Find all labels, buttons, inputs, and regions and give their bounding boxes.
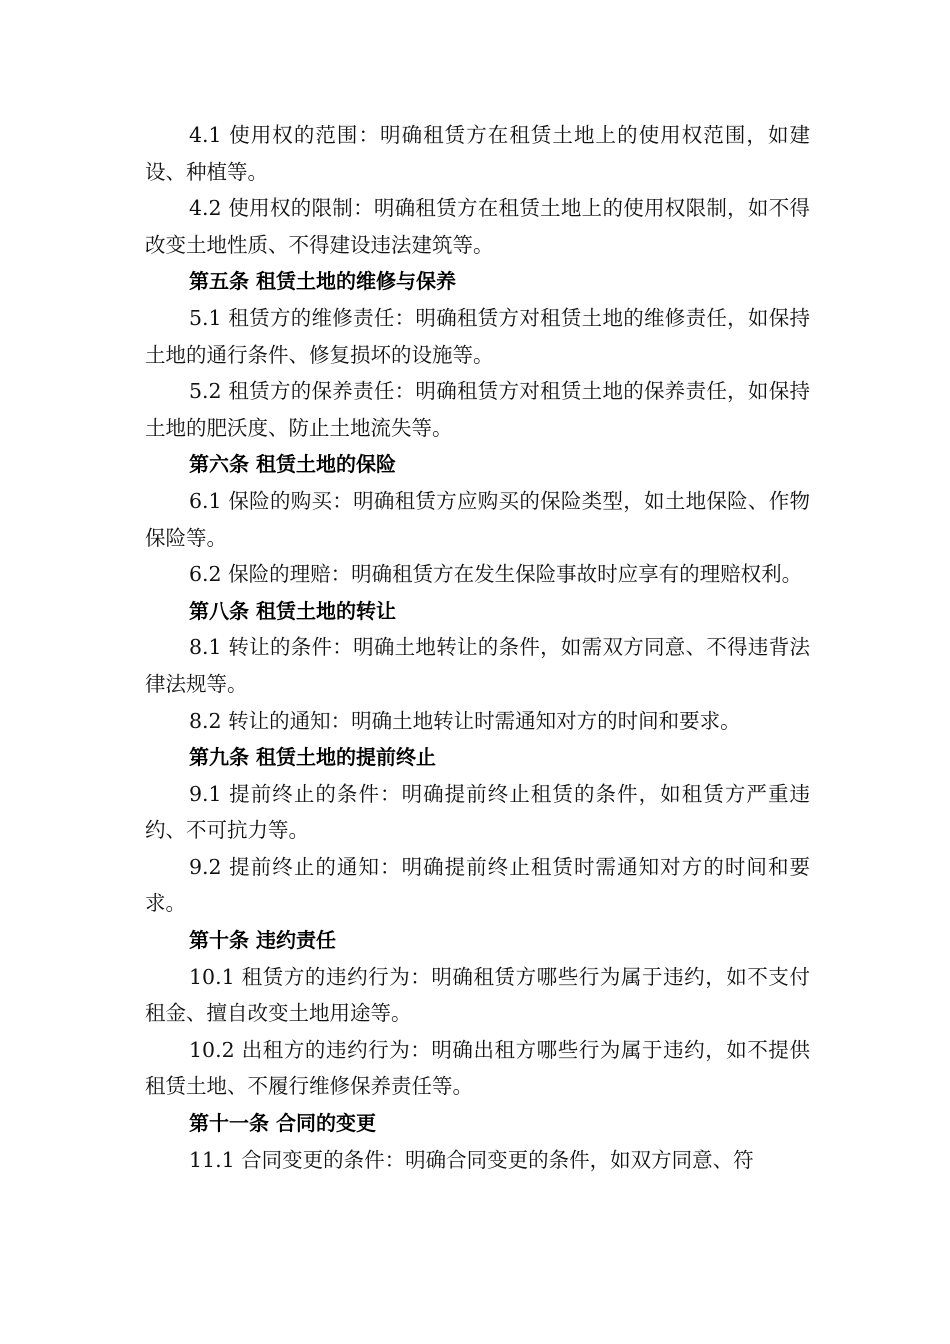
clause-9-1: 9.1 提前终止的条件：明确提前终止租赁的条件，如租赁方严重违约、不可抗力等。 <box>145 781 810 843</box>
clause-5-1: 5.1 租赁方的维修责任：明确租赁方对租赁土地的维修责任，如保持土地的通行条件、修复损坏的设施等。 <box>145 305 810 367</box>
clause-8-2: 8.2 转让的通知：明确土地转让时需通知对方的时间和要求。 <box>189 708 741 733</box>
article-10-heading: 第十条 违约责任 <box>189 928 336 953</box>
clause-11-1: 11.1 合同变更的条件：明确合同变更的条件，如双方同意、符 <box>189 1147 754 1172</box>
document-body <box>145 117 810 1178</box>
clause-4-2: 4.2 使用权的限制：明确租赁方在租赁土地上的使用权限制，如不得改变土地性质、不得建设违法建筑等。 <box>145 196 810 257</box>
clause-10-2: 10.2 出租方的违约行为：明确出租方哪些行为属于违约，如不提供租赁土地、不履行维修保养责任等。 <box>145 1037 810 1099</box>
clause-4-1: 4.1 使用权的范围：明确租赁方在租赁土地上的使用权范围，如建设、种植等。 <box>145 123 810 184</box>
clause-8-1: 8.1 转让的条件：明确土地转让的条件，如需双方同意、不得违背法律法规等。 <box>145 635 810 696</box>
clause-5-2: 5.2 租赁方的保养责任：明确租赁方对租赁土地的保养责任，如保持土地的肥沃度、防止土地流失等。 <box>145 379 810 440</box>
clause-10-1: 10.1 租赁方的违约行为：明确租赁方哪些行为属于违约，如不支付租金、擅自改变土地用途等。 <box>145 964 810 1026</box>
article-9-heading: 第九条 租赁土地的提前终止 <box>189 745 436 770</box>
article-11-heading: 第十一条 合同的变更 <box>189 1111 376 1136</box>
clause-6-1: 6.1 保险的购买：明确租赁方应购买的保险类型，如土地保险、作物保险等。 <box>145 488 810 550</box>
clause-6-2: 6.2 保险的理赔：明确租赁方在发生保险事故时应享有的理赔权利。 <box>189 562 803 587</box>
clause-9-2: 9.2 提前终止的通知：明确提前终止租赁时需通知对方的时间和要求。 <box>145 854 810 916</box>
article-6-heading: 第六条 租赁土地的保险 <box>189 452 396 477</box>
article-5-heading: 第五条 租赁土地的维修与保养 <box>189 269 456 294</box>
article-8-heading: 第八条 租赁土地的转让 <box>189 598 396 623</box>
